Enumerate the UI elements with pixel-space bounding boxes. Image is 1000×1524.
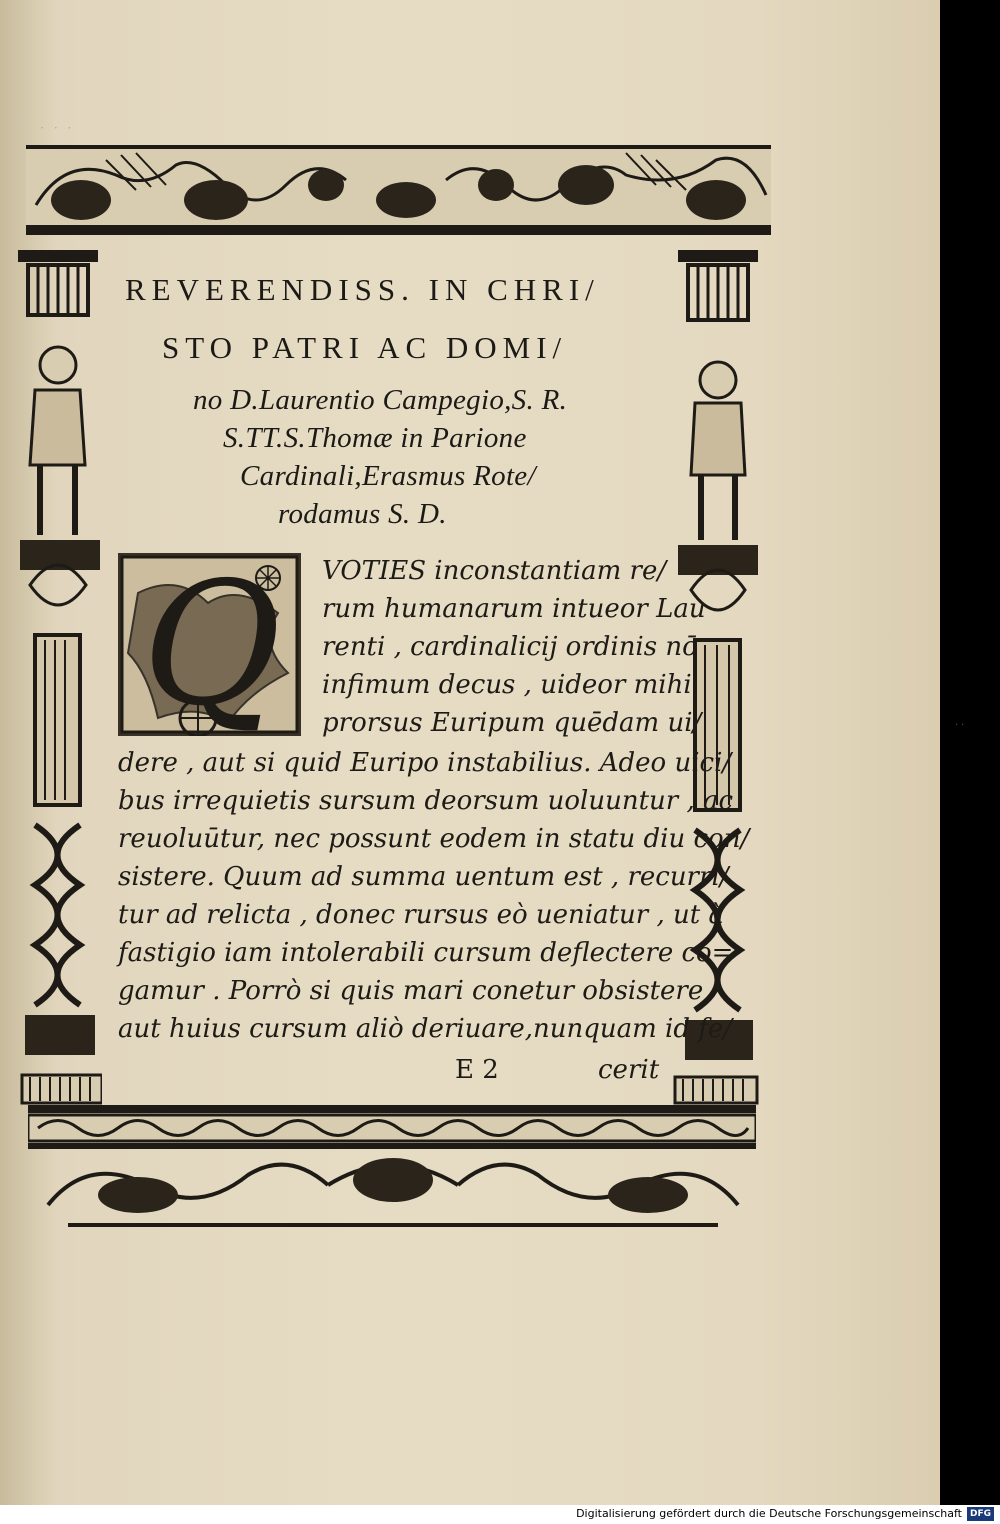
body-line: rum humanarum intueor Lau — [322, 594, 706, 624]
heading-line-2: STO PATRI AC DOMI/ — [162, 330, 568, 365]
footer-credit: Digitalisierung gefördert durch die Deutsche Forschungsgemeinschaft — [576, 1507, 962, 1520]
heading-line-4: S.TT.S.Thomæ in Parione — [223, 422, 527, 454]
body-line: prorsus Euripum quēdam ui/ — [322, 708, 702, 738]
body-line: aut huius cursum aliò deriuare,nunquam id fe/ — [118, 1014, 733, 1044]
left-column-ornament — [10, 245, 102, 1105]
body-line: infimum decus , uideor mihi — [322, 670, 692, 700]
top-frieze-ornament — [26, 145, 771, 235]
body-line: dere , aut si quid Euripo instabilius. Adeo uici/ — [118, 748, 732, 778]
drop-cap-letter: Q — [142, 553, 282, 736]
body-line: VOTIES inconstantiam re/ — [322, 556, 667, 586]
edge-marks: · · — [955, 720, 965, 731]
heading-line-1: REVERENDISS. IN CHRI/ — [125, 272, 600, 307]
drop-cap-woodcut — [118, 553, 301, 736]
body-line: reuoluūtur, nec possunt eodem in statu diu con/ — [118, 824, 750, 854]
body-line: gamur . Porrò si quis mari conetur obsistere, — [118, 976, 712, 1006]
heading-line-5: Cardinali,Erasmus Rote/ — [240, 460, 536, 492]
body-line: bus irrequietis sursum deorsum uoluuntur , ac — [118, 786, 734, 816]
signature-mark: E 2 — [455, 1055, 499, 1085]
dfg-logo-icon: DFG — [967, 1507, 994, 1521]
body-line: sistere. Quum ad summa uentum est , recurri/ — [118, 862, 729, 892]
bleed-through-marks: · · · — [40, 120, 75, 135]
bottom-frieze-ornament — [28, 1105, 756, 1235]
body-line: renti , cardinalicij ordinis nō — [322, 632, 698, 662]
heading-line-3: no D.Laurentio Campegio,S. R. — [193, 384, 568, 416]
catchword: cerit — [598, 1055, 660, 1085]
body-line: fastigio iam intolerabili cursum deflectere co= — [118, 938, 734, 968]
heading-line-6: rodamus S. D. — [278, 498, 447, 530]
body-line: tur ad relicta , donec rursus eò ueniatur , ut à — [118, 900, 724, 930]
